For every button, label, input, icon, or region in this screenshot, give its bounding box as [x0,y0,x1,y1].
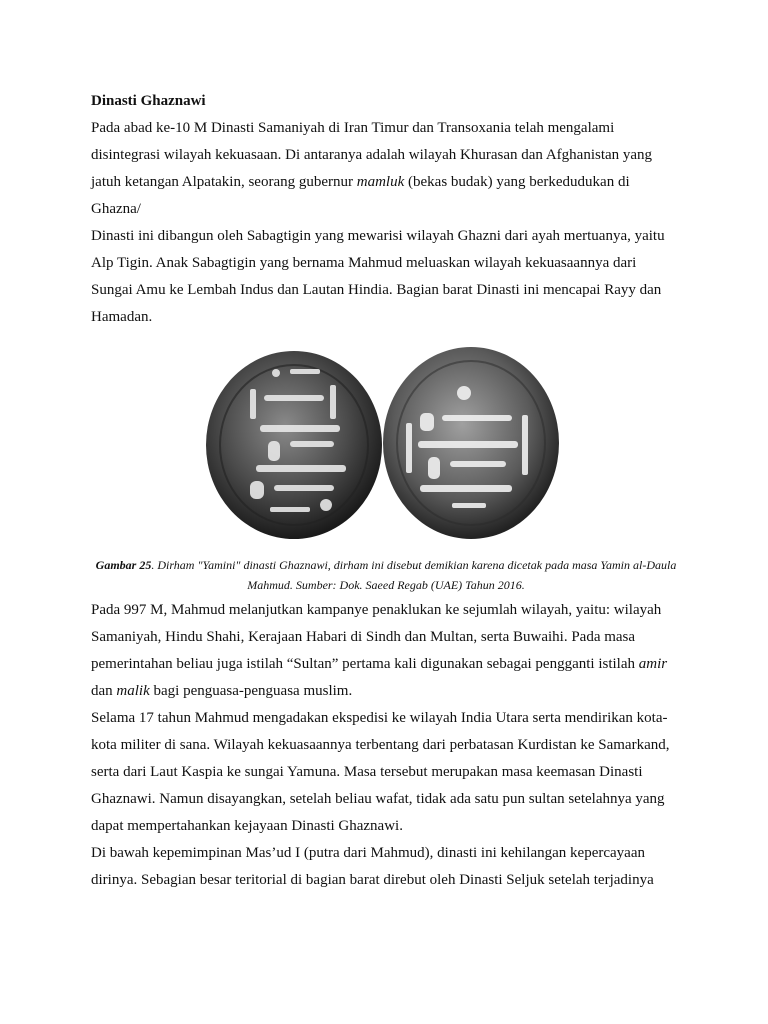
paragraph-1-text-a: Pada abad ke-10 M Dinasti Samaniyah di Iran Timur dan Transoxania telah mengalami disintegrasi wilayah kekuasaan. Di antaranya adalah wilayah Khurasan dan Afghanistan yang jatuh ketangan Alpatakin, seorang gubernur [91,120,653,190]
paragraph-5: Di bawah kepemimpinan Mas’ud I (putra dari Mahmud), dinasti ini kehilangan kepercayaan dirinya. Sebagian besar teritorial di bagian barat direbut oleh Dinasti Seljuk setelah terjadinya [91,845,654,888]
caption-label: Gambar 25 [95,558,152,572]
paragraph-3-text-a: Pada 997 M, Mahmud melanjutkan kampanye penaklukan ke sejumlah wilayah, yaitu: wilayah Samaniyah, Hindu Shahi, Kerajaan Habari di Sindh dan Multan, serta Buwaihi. Pada masa pemerintahan beliau juga istilah “Sultan” pertama kali digunakan sebagai pengganti istilah [91,602,662,672]
caption-text: . Dirham "Yamini" dinasti Ghaznawi, dirham ini disebut demikian karena dicetak pada masa Yamin al-Daula Mahmud. Sumber: Dok. Saeed Regab (UAE) Tahun 2016. [151,558,677,592]
document-body [91,88,681,894]
paragraph-4: Selama 17 tahun Mahmud mengadakan ekspedisi ke wilayah India Utara serta mendirikan kota-kota militer di sana. Wilayah kekuasaannya terbentang dari perbatasan Kurdistan ke Samarkand, serta dari Laut Kaspia ke sungai Yamuna. Masa tersebut merupakan masa keemasan Dinasti Ghaznawi. Namun disayangkan, setelah beliau wafat, tidak ada satu pun sultan setelahnya yang dapat mempertahankan kejayaan Dinasti Ghaznawi. [91,710,670,834]
coin-obverse [206,351,382,539]
coin-reverse [383,347,559,539]
paragraph-2: Dinasti ini dibangun oleh Sabagtigin yang mewarisi wilayah Ghazni dari ayah mertuanya, yaitu Alp Tigin. Anak Sabagtigin yang bernama Mahmud meluaskan wilayah kekuasaannya dari Sungai Amu ke Lembah Indus dan Lautan Hindia. Bagian barat Dinasti ini mencapai Rayy dan Hamadan. [91,228,665,325]
paragraph-1-text-b: (bekas budak) yang berkedudukan di Ghazna/ [91,174,630,217]
paragraph-3-text-b: dan [91,683,117,699]
paragraph-3-emphasis-1: amir [638,656,668,672]
paragraph-1 [91,115,681,223]
paragraph-1-emphasis: mamluk [356,174,405,190]
paragraph-3-text-c: bagi penguasa-penguasa muslim. [149,683,353,699]
figure-caption [91,555,681,595]
paragraph-3 [91,597,681,705]
coin-figure [91,331,681,551]
paragraph-3-emphasis-2: malik [116,683,150,699]
dirham-coins-image [206,345,566,545]
section-title: Dinasti Ghaznawi [91,93,206,109]
